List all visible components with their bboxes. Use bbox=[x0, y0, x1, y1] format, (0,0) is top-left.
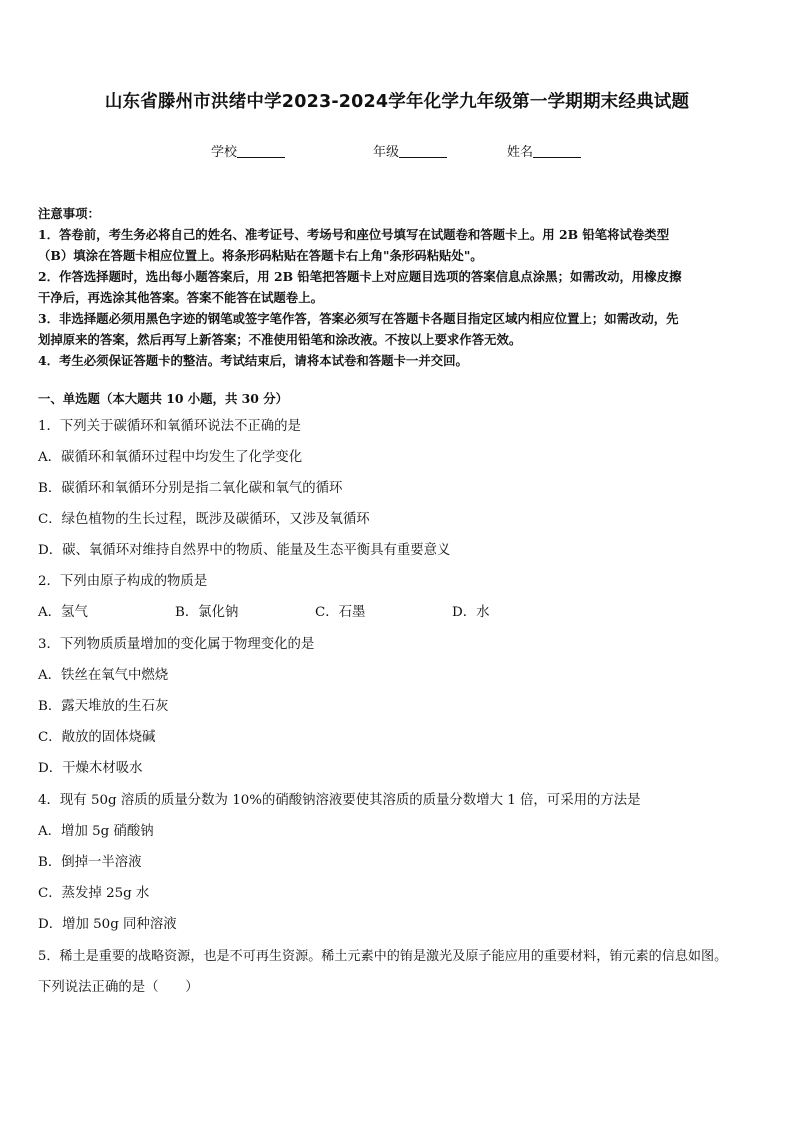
question-2-option-c: C．石墨 bbox=[315, 605, 366, 620]
grade-blank bbox=[399, 145, 447, 158]
question-4-option-a: A．增加 5g 硝酸钠 bbox=[38, 824, 154, 839]
name-label: 姓名 bbox=[507, 145, 534, 160]
question-1-option-b: B．碳循环和氧循环分别是指二氧化碳和氧气的循环 bbox=[38, 481, 343, 496]
notes-line: 4．考生必须保证答题卡的整洁。考试结束后，请将本试卷和答题卡一并交回。 bbox=[38, 353, 468, 368]
question-2-stem: 2．下列由原子构成的物质是 bbox=[38, 574, 208, 589]
question-3-option-a: A．铁丝在氧气中燃烧 bbox=[38, 668, 169, 683]
question-3-option-c: C．敞放的固体烧碱 bbox=[38, 730, 156, 745]
question-4-option-c: C．蒸发掉 25g 水 bbox=[38, 886, 150, 901]
school-blank bbox=[237, 145, 285, 158]
notes-line: 干净后，再选涂其他答案。答案不能答在试题卷上。 bbox=[38, 290, 323, 305]
notes-line: 1．答卷前，考生务必将自己的姓名、准考证号、考场号和座位号填写在试题卷和答题卡上。用 2B 铅笔将试卷类型 bbox=[38, 227, 670, 242]
section-title: 一、单选题（本大题共 10 小题，共 30 分） bbox=[38, 391, 288, 406]
name-blank bbox=[533, 145, 581, 158]
name-field bbox=[507, 141, 581, 160]
question-2-option-a: A．氢气 bbox=[38, 605, 88, 620]
question-4-option-d: D．增加 50g 同种溶液 bbox=[38, 917, 177, 932]
question-3-option-d: D．干燥木材吸水 bbox=[38, 761, 143, 776]
notes-line: （B）填涂在答题卡相应位置上。将条形码粘贴在答题卡右上角"条形码粘贴处"。 bbox=[38, 248, 483, 263]
question-5-stem: 5．稀土是重要的战略资源，也是不可再生资源。稀土元素中的铕是激光及原子能应用的重要材料，铕元素的信息如图。 bbox=[38, 949, 728, 964]
school-field bbox=[211, 141, 285, 160]
exam-title: 山东省滕州市洪绪中学2023-2024学年化学九年级第一学期期末经典试题 bbox=[104, 92, 690, 112]
question-1-stem: 1．下列关于碳循环和氧循环说法不正确的是 bbox=[38, 419, 301, 434]
question-1-option-d: D．碳、氧循环对维持自然界中的物质、能量及生态平衡具有重要意义 bbox=[38, 543, 451, 558]
notes-line: 2．作答选择题时，选出每小题答案后，用 2B 铅笔把答题卡上对应题目选项的答案信息点涂黑；如需改动，用橡皮擦 bbox=[38, 269, 682, 284]
question-4-option-b: B．倒掉一半溶液 bbox=[38, 855, 142, 870]
question-4-stem: 4．现有 50g 溶质的质量分数为 10%的硝酸钠溶液要使其溶质的质量分数增大 1 倍，可采用的方法是 bbox=[38, 793, 641, 808]
question-2-option-d: D．水 bbox=[452, 605, 490, 620]
notes-heading: 注意事项： bbox=[38, 206, 100, 221]
question-1-option-c: C．绿色植物的生长过程，既涉及碳循环，又涉及氧循环 bbox=[38, 512, 370, 527]
question-3-option-b: B．露天堆放的生石灰 bbox=[38, 699, 169, 714]
question-1-option-a: A．碳循环和氧循环过程中均发生了化学变化 bbox=[38, 450, 303, 465]
notes-block bbox=[38, 203, 760, 371]
notes-line: 划掉原来的答案，然后再写上新答案；不准使用铅笔和涂改液。不按以上要求作答无效。 bbox=[38, 332, 522, 347]
grade-field bbox=[373, 141, 447, 160]
notes-line: 3．非选择题必须用黑色字迹的钢笔或签字笔作答，答案必须写在答题卡各题目指定区域内相应位置上；如需改动，先 bbox=[38, 311, 679, 326]
question-2-option-b: B．氯化钠 bbox=[175, 605, 239, 620]
question-3-stem: 3．下列物质质量增加的变化属于物理变化的是 bbox=[38, 637, 315, 652]
school-label: 学校 bbox=[211, 145, 238, 160]
question-5-stem-continued: 下列说法正确的是（ ） bbox=[38, 980, 199, 995]
grade-label: 年级 bbox=[373, 145, 400, 160]
